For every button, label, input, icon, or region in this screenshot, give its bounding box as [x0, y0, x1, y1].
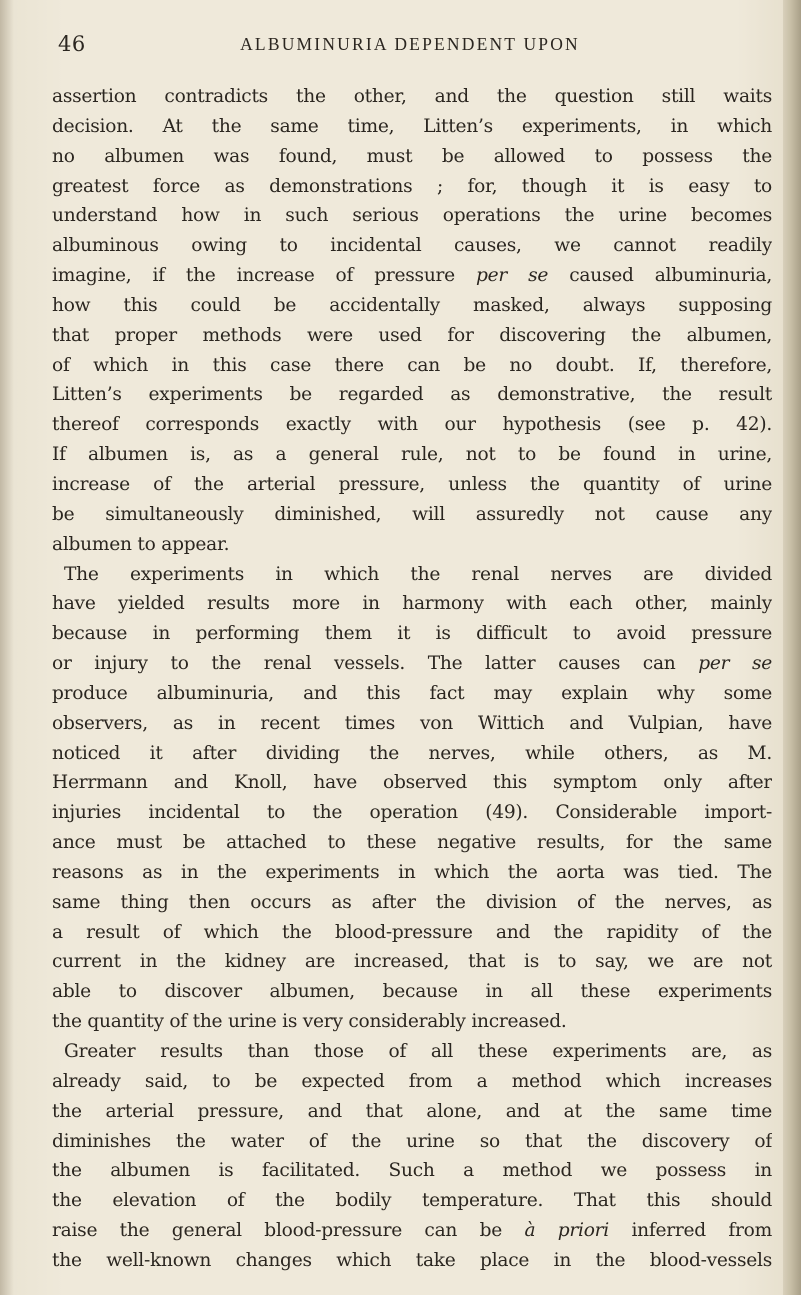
- text-line: Herrmann and Knoll, have observed this symptom only after: [52, 772, 772, 794]
- text-line: diminishes the water of the urine so that the discovery of: [52, 1130, 772, 1152]
- text-line: same thing then occurs as after the division of the nerves, as: [52, 891, 772, 913]
- text-line: Greater results than those of all these experiments are, as: [64, 1041, 772, 1062]
- text-line: already said, to be expected from a method which increases: [52, 1070, 772, 1092]
- text-line: current in the kidney are increased, that is to say, we are not: [52, 951, 772, 973]
- text-line: the arterial pressure, and that alone, and at the same time: [52, 1100, 772, 1122]
- text-line: understand how in such serious operations the urine becomes: [52, 205, 772, 227]
- text-line: ance must be attached to these negative results, for the same: [52, 832, 772, 854]
- body-text: [52, 82, 772, 1276]
- text-line: no albumen was found, must be allowed to possess the: [52, 145, 772, 167]
- text-line: injuries incidental to the operation (49). Considerable import-: [52, 802, 772, 824]
- page-edge: [783, 0, 801, 1295]
- text-line: the albumen is facilitated. Such a method we possess in: [52, 1160, 772, 1182]
- text-line: decision. At the same time, Litten’s experiments, in which: [52, 115, 772, 137]
- text-line: albuminous owing to incidental causes, we cannot readily: [52, 235, 772, 257]
- text-line: reasons as in the experiments in which the aorta was tied. The: [52, 861, 772, 883]
- text-line: thereof corresponds exactly with our hypothesis (see p. 42).: [52, 414, 772, 436]
- text-line: be simultaneously diminished, will assuredly not cause any: [52, 503, 772, 525]
- text-line: Litten’s experiments be regarded as demonstrative, the result: [52, 384, 772, 406]
- page-header: [0, 30, 801, 70]
- text-line: If albumen is, as a general rule, not to be found in urine,: [52, 444, 772, 466]
- text-line: observers, as in recent times von Wittich and Vulpian, have: [52, 712, 772, 734]
- text-line: the elevation of the bodily temperature. That this should: [52, 1190, 772, 1212]
- text-line: a result of which the blood-pressure and the rapidity of the: [52, 921, 772, 943]
- text-line: greatest force as demonstrations ; for, though it is easy to: [52, 175, 772, 197]
- text-line: assertion contradicts the other, and the question still waits: [52, 86, 772, 107]
- text-line: because in performing them it is difficult to avoid pressure: [52, 623, 772, 645]
- page-number: 46: [58, 32, 86, 56]
- text-line: the quantity of the urine is very considerably increased.: [52, 1011, 567, 1033]
- text-line: raise the general blood-pressure can be à priori inferred from: [52, 1220, 772, 1242]
- text-line: produce albuminuria, and this fact may explain why some: [52, 682, 772, 704]
- text-line: of which in this case there can be no doubt. If, therefore,: [52, 354, 772, 376]
- text-line: albumen to appear.: [52, 533, 230, 555]
- text-line: imagine, if the increase of pressure per se caused albuminuria,: [52, 265, 772, 287]
- text-line: or injury to the renal vessels. The latter causes can per se: [52, 653, 772, 675]
- running-head: ALBUMINURIA DEPENDENT UPON: [240, 34, 580, 54]
- text-line: how this could be accidentally masked, always supposing: [52, 294, 772, 316]
- text-line: the well-known changes which take place in the blood-vessels: [52, 1249, 772, 1271]
- text-line: increase of the arterial pressure, unless the quantity of urine: [52, 473, 772, 495]
- text-line: that proper methods were used for discovering the albumen,: [52, 324, 772, 346]
- binding-shadow: [0, 0, 14, 1295]
- text-line: noticed it after dividing the nerves, while others, as M.: [52, 742, 772, 764]
- text-line: The experiments in which the renal nerves are divided: [64, 563, 772, 585]
- text-line: able to discover albumen, because in all these experiments: [52, 981, 772, 1003]
- text-line: have yielded results more in harmony with each other, mainly: [52, 593, 772, 615]
